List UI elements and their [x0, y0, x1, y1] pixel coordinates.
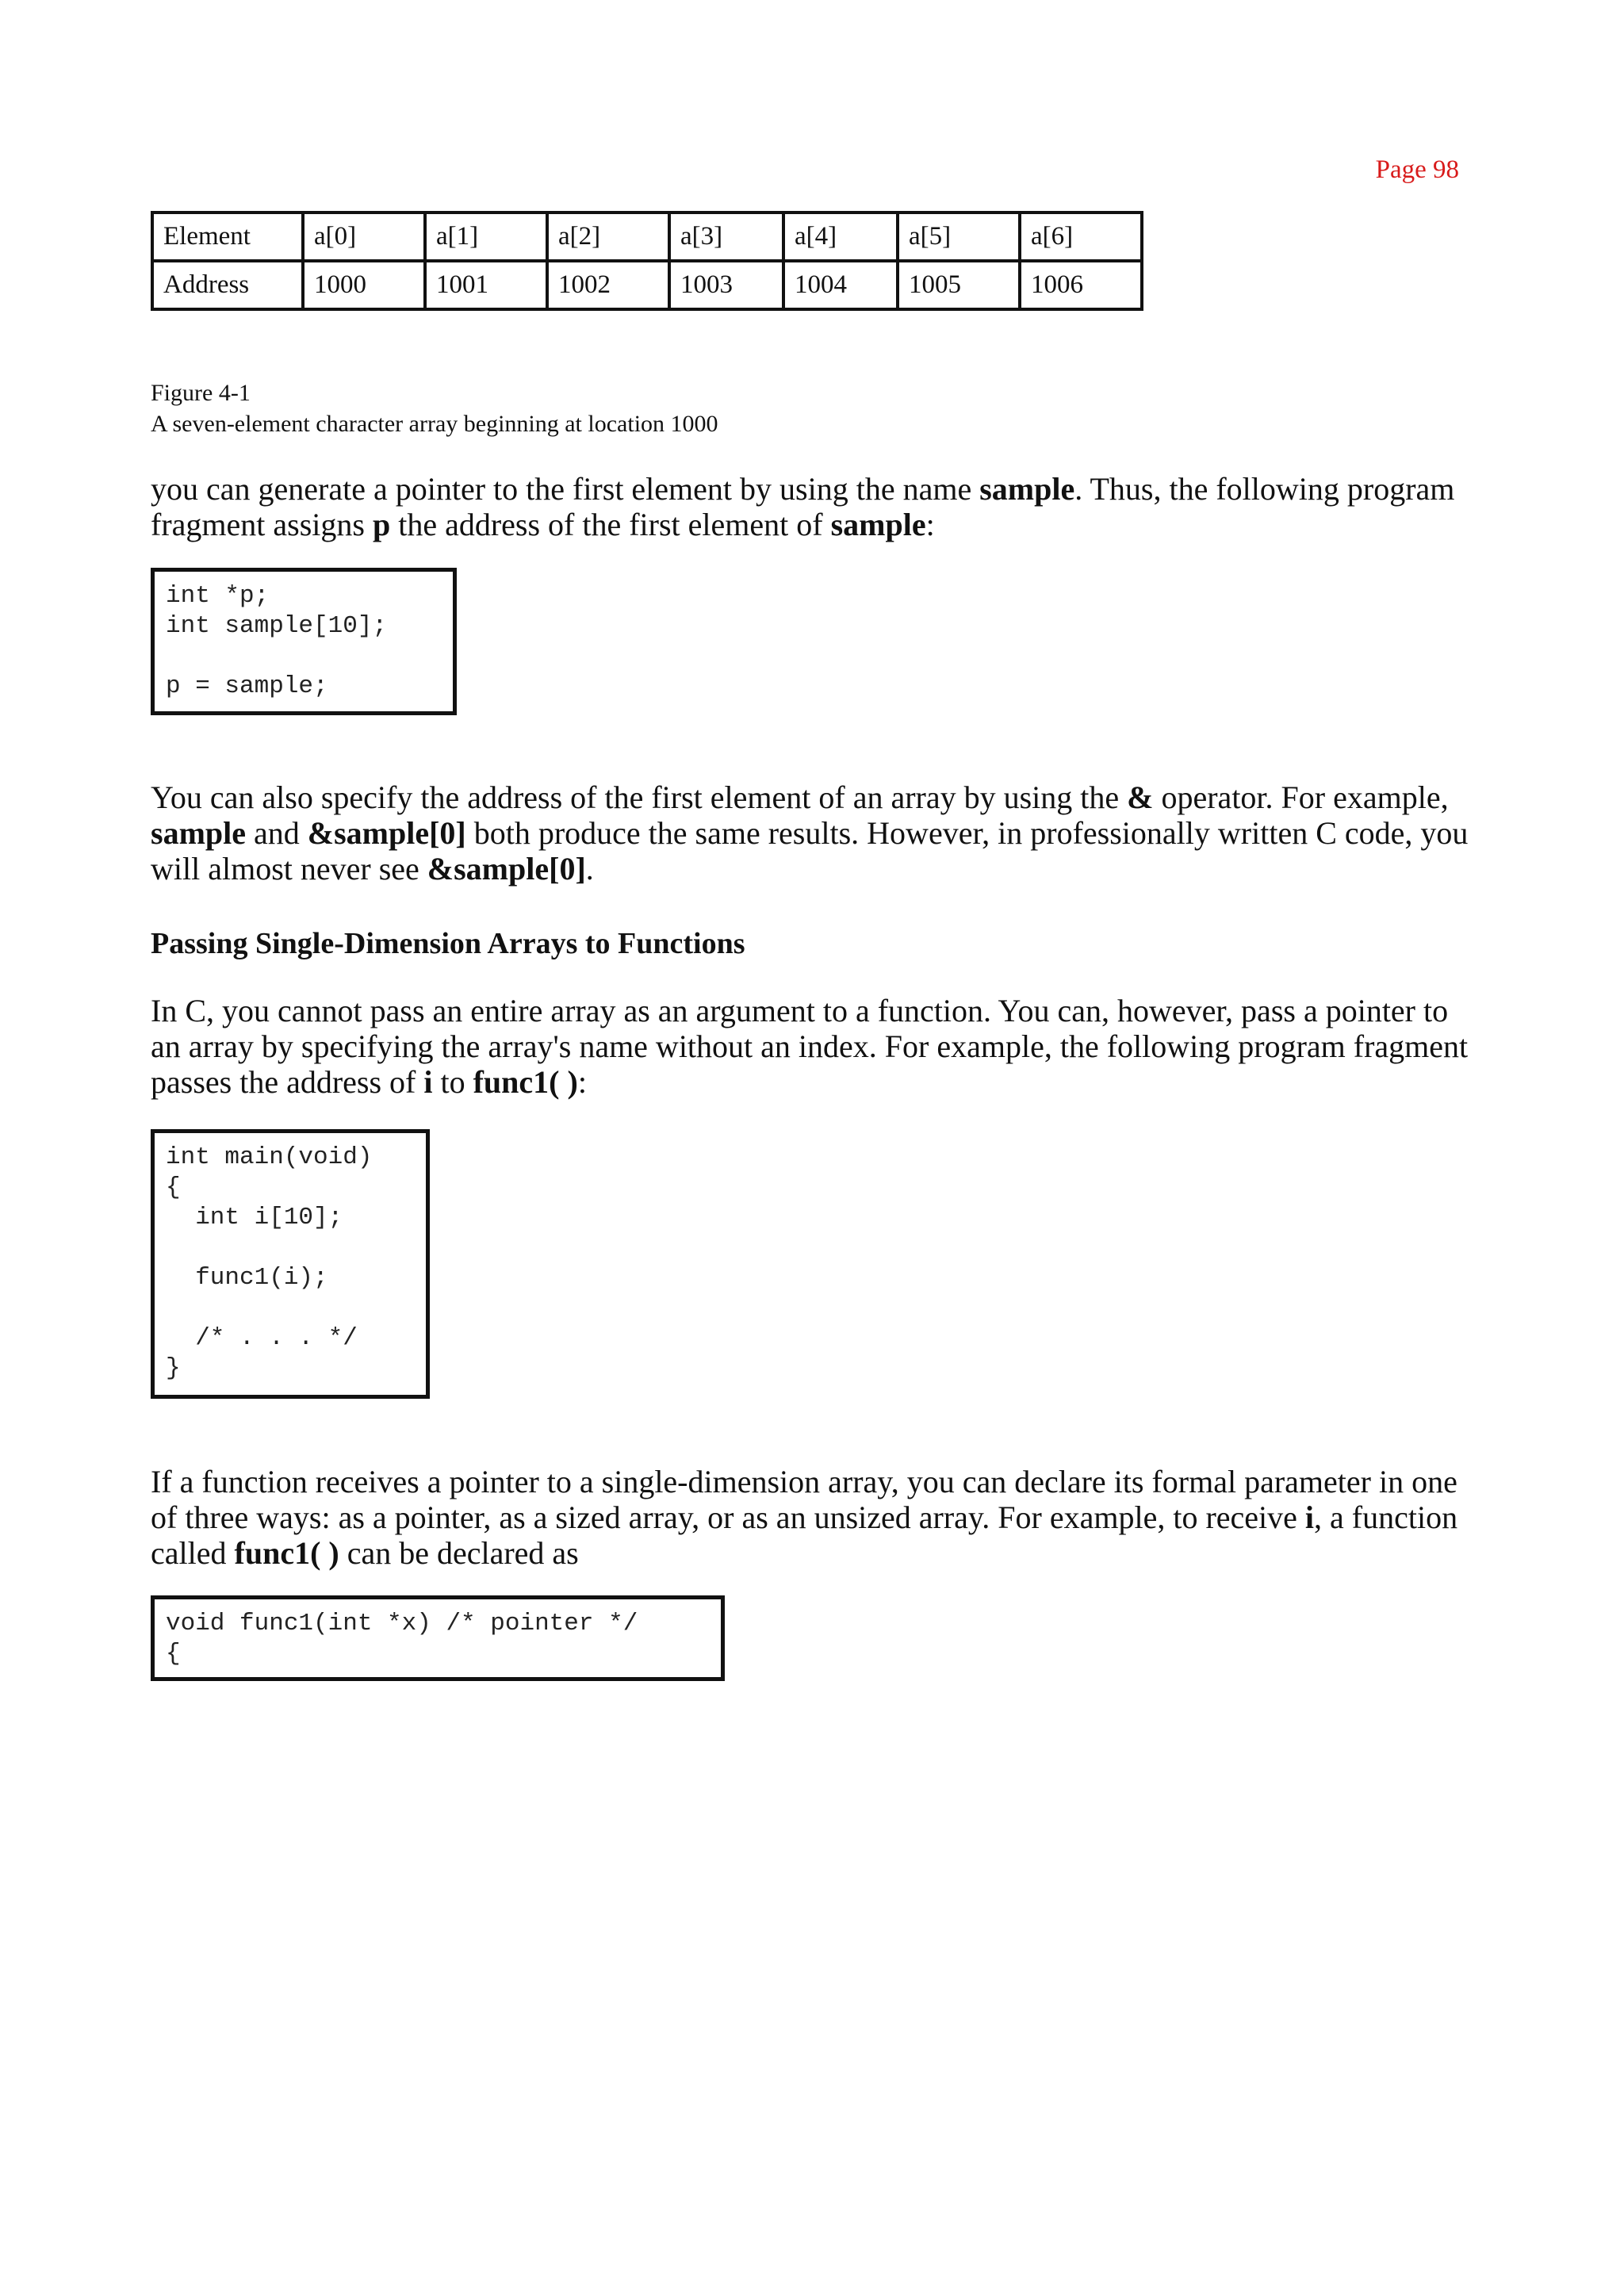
figure-label: Figure 4-1 [151, 380, 251, 406]
table-row-addresses [152, 261, 1142, 309]
code-block-3 [151, 1595, 725, 1681]
bold-text: sample [830, 507, 926, 542]
code-block-1 [151, 568, 457, 715]
section-heading: Passing Single-Dimension Arrays to Functions [151, 927, 745, 960]
bold-text: i [1304, 1499, 1315, 1535]
code-line: int main(void) [166, 1143, 373, 1171]
code-block-2 [151, 1129, 430, 1399]
text: you can generate a pointer to the first element by using the name [151, 471, 980, 507]
bold-text: p [372, 507, 391, 542]
table-cell: a[3] [669, 213, 783, 261]
paragraph-2 [151, 779, 1483, 887]
text: and [246, 815, 308, 851]
table-cell: a[4] [783, 213, 898, 261]
text: to [432, 1064, 473, 1100]
table-cell: 1003 [669, 261, 783, 309]
text: If a function receives a pointer to a single-dimension array, you can declare its formal parameter in one of three ways: as a pointer, as a sized array, or as an unsized array. For example, to receive [151, 1464, 1457, 1535]
table-cell: a[5] [898, 213, 1020, 261]
code-line: int *p; [166, 582, 270, 610]
code-line: int sample[10]; [166, 612, 388, 640]
text: In C, you cannot pass an entire array as an argument to a function. You can, however, pass a pointer to an array by specifying the array's name without an index. For example, the following program fragment passes the address of [151, 993, 1469, 1100]
bold-text: & [1127, 779, 1154, 815]
text: : [925, 507, 935, 542]
text: , a function called [151, 1499, 1458, 1571]
bold-text: sample [151, 815, 246, 851]
table-cell: 1001 [425, 261, 547, 309]
text: . Thus, the following program fragment assigns [151, 471, 1455, 542]
code-line: { [166, 1640, 181, 1668]
text: . [585, 851, 594, 887]
figure-caption [151, 377, 718, 439]
table-cell: a[0] [303, 213, 425, 261]
bold-text: &sample[0] [307, 815, 466, 851]
paragraph-3 [151, 993, 1483, 1100]
bold-text: func1( ) [234, 1535, 339, 1571]
table-cell: 1005 [898, 261, 1020, 309]
bold-text: i [423, 1064, 433, 1100]
code-line: int i[10]; [166, 1204, 343, 1231]
table-cell: 1004 [783, 261, 898, 309]
code-line: { [166, 1174, 181, 1201]
code-line: p = sample; [166, 672, 328, 700]
table-cell: a[2] [547, 213, 669, 261]
table-cell: 1002 [547, 261, 669, 309]
table-cell: 1000 [303, 261, 425, 309]
text: operator. For example, [1153, 779, 1449, 815]
code-line [166, 1293, 426, 1323]
table-cell: a[1] [425, 213, 547, 261]
code-line: /* . . . */ [166, 1324, 358, 1352]
text: : [577, 1064, 587, 1100]
paragraph-1 [151, 471, 1483, 542]
code-line [166, 1233, 426, 1263]
code-line: } [166, 1354, 181, 1382]
code-line [166, 641, 453, 672]
paragraph-4 [151, 1464, 1483, 1571]
table-row-elements [152, 213, 1142, 261]
text: the address of the first element of [390, 507, 831, 542]
figure-description: A seven-element character array beginning at location 1000 [151, 411, 718, 437]
page-number: Page 98 [1375, 155, 1459, 184]
table-cell: 1006 [1020, 261, 1142, 309]
text: You can also specify the address of the first element of an array by using the [151, 779, 1128, 815]
text: both produce the same results. However, in professionally written C code, you will almost never see [151, 815, 1469, 887]
bold-text: sample [979, 471, 1075, 507]
address-table [151, 211, 1143, 311]
text: can be declared as [339, 1535, 579, 1571]
code-line: void func1(int *x) /* pointer */ [166, 1610, 638, 1637]
table-cell: a[6] [1020, 213, 1142, 261]
table-cell: Address [152, 261, 303, 309]
bold-text: func1( ) [473, 1064, 578, 1100]
bold-text: &sample[0] [427, 851, 586, 887]
code-line: func1(i); [166, 1264, 328, 1292]
table-cell: Element [152, 213, 303, 261]
